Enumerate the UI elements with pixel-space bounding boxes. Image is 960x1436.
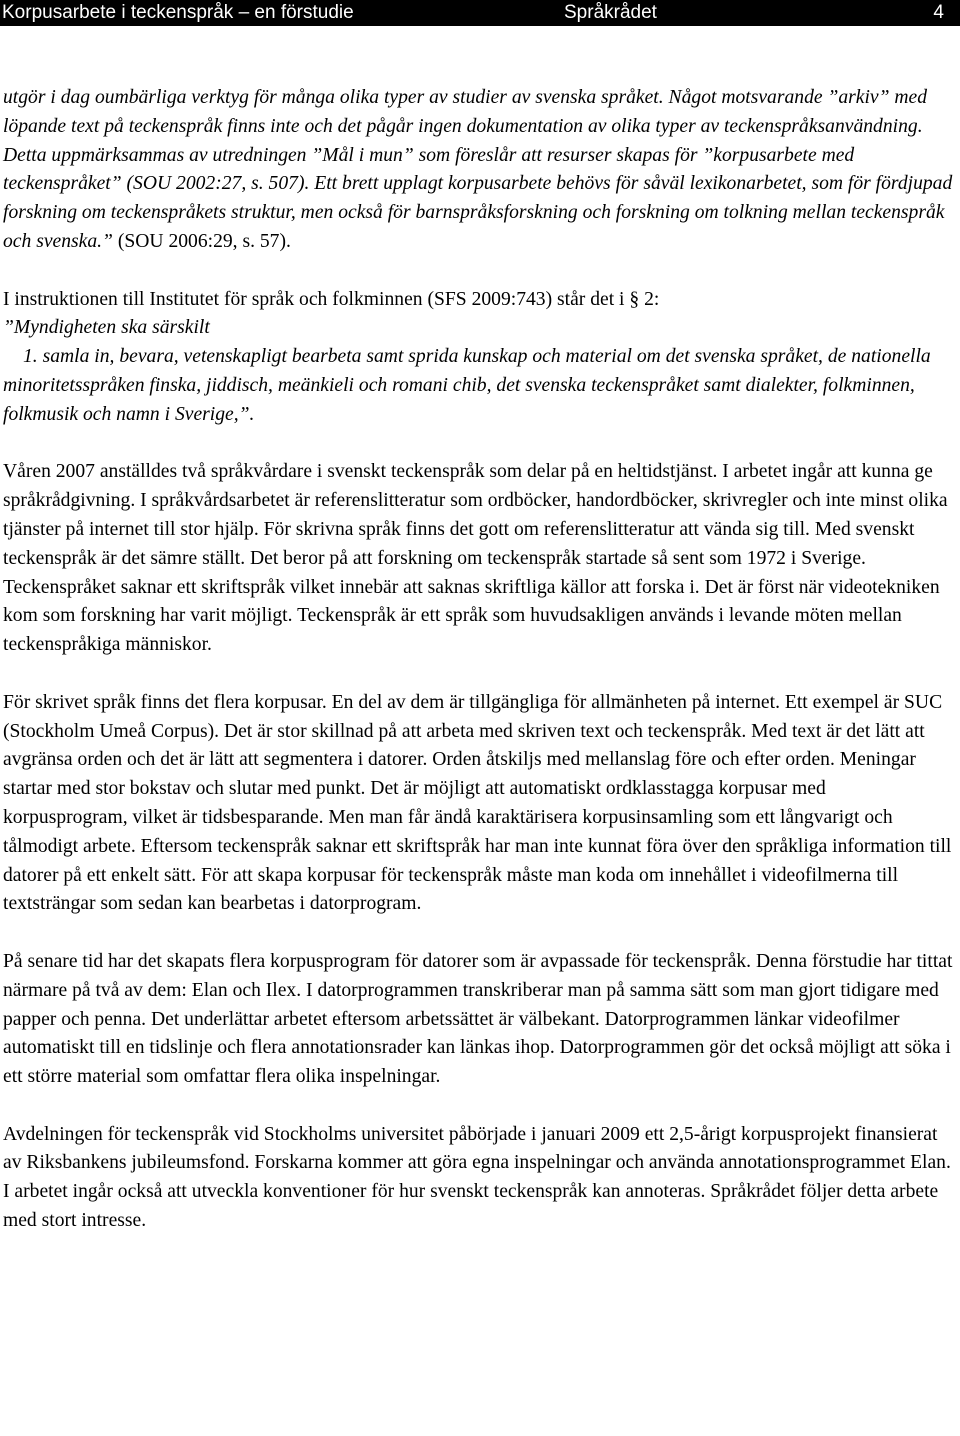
paragraph-language-workers: Våren 2007 anställdes två språkvårdare i svenskt teckenspråk som delar på en heltidstjänst. I arbetet ingår att kunna ge språkrådgivning. I språkvårdsarbetet är referenslitteratur som ordböcker, handordböcker, skrivregler och inte minst olika tjänster på internet till stor hjälp. För skrivna språk finns det gott om referenslitteratur att vända sig till. Med svenskt teckenspråk är det sämre ställt. Det beror på att forskning om teckenspråk startade så sent som 1972 i Sverige. Teckenspråket saknar ett skriftspråk vilket innebär att saknas skriftliga källor att forska i. Det är först när videotekniken kom som forskning har varit möjligt. Teckenspråk är ett språk som huvudsakligen används i levande möten mellan teckenspråkiga människor. [3, 461, 948, 656]
instruction-intro: I instruktionen till Institutet för språk och folkminnen (SFS 2009:743) står det i § 2: [3, 288, 660, 310]
page-number: 4 [933, 2, 944, 23]
document-body [3, 84, 955, 1236]
italic-quote: utgör i dag oumbärliga verktyg för många olika typer av studier av svenska språket. Något motsvarande ”arkiv” med löpande text på teckenspråk finns inte och det pågår ingen dokumentation av olika typer av teckenspråksanvändning. Detta uppmärksammas av utredningen ”Mål i mun” som föreslår att resurser skapas för ”korpusarbete med teckenspråket” (SOU 2002:27, s. 507). Ett brett upplagt korpusarbete behövs för såväl lexikonarbetet, som för fördjupad forskning om teckenspråkets struktur, men också för barnspråksforskning och forskning om tolkning mellan teckenspråk och svenska.” [3, 87, 953, 252]
paragraph-instruction-intro [3, 286, 955, 344]
paragraph-written-corpora: För skrivet språk finns det flera korpusar. En del av dem är tillgängliga för allmänheten på internet. Ett exempel är SUC (Stockholm Umeå Corpus). Det är stor skillnad på att arbeta med skriven text och teckenspråk. Med text är det lätt att avgränsa orden och det är lätt att segmentera i datorer. Orden åtskiljs med mellanslag före och efter orden. Meningar startar med stor bokstav och slutar med punkt. Det är möjligt att automatiskt ordklasstagga korpusar med korpusprogram, vilket är tidsbesparande. Men man får ändå karaktärisera korpusinsamling som ett långvarigt och tålmodigt arbete. Eftersom teckenspråk saknar ett skriftspråk har man inte kunnat föra över den språkliga information till datorer på ett enkelt sätt. För att skapa korpusar för teckenspråk måste man koda om innehållet i videofilmerna till textsträngar som sedan kan bearbetas i datorprogram. [3, 691, 952, 915]
paragraph-corpus-programs: På senare tid har det skapats flera korpusprogram för datorer som är avpassade för teckenspråk. Denna förstudie har tittat närmare på två av dem: Elan och Ilex. I datorprogrammen transkriberar man på samma sätt som man gjort tidigare med papper och penna. Det underlättar arbetet eftersom arbetssättet är välbekant. Datorprogrammen länkar videofilmer automatiskt till en tidslinje och flera annotationsrader kan länkas ihop. Datorprogrammen gör det också möjligt att söka i ett större material som omfattar flera olika inspelningar. [3, 950, 953, 1088]
document-title: Korpusarbete i teckenspråk – en förstudie [2, 2, 354, 23]
paragraph-instruction-item [3, 343, 955, 429]
paragraph-quote-sou [3, 84, 955, 257]
organization-name: Språkrådet [564, 2, 657, 23]
instruction-quote-item: 1. samla in, bevara, vetenskapligt bearbeta samt sprida kunskap och material om det svenska språket, de nationella minoritetsspråken finska, jiddisch, meänkieli och romani chib, det svenska teckenspråket samt dialekter, folkminnen, folkmusik och namn i Sverige,”. [3, 346, 931, 425]
quote-citation: (SOU 2006:29, s. 57). [112, 230, 291, 252]
page-header [0, 0, 960, 26]
paragraph-stockholm-project: Avdelningen för teckenspråk vid Stockholms universitet påbörjade i januari 2009 ett 2,5-årigt korpusprojekt finansierat av Riksbankens jubileumsfond. Forskarna kommer att göra egna inspelningar och använda annotationsprogrammet Elan. I arbetet ingår också att utveckla konventioner för hur svenskt teckenspråk kan annoteras. Språkrådet följer detta arbete med stort intresse. [3, 1123, 951, 1232]
instruction-quote-line: ”Myndigheten ska särskilt [3, 317, 210, 339]
